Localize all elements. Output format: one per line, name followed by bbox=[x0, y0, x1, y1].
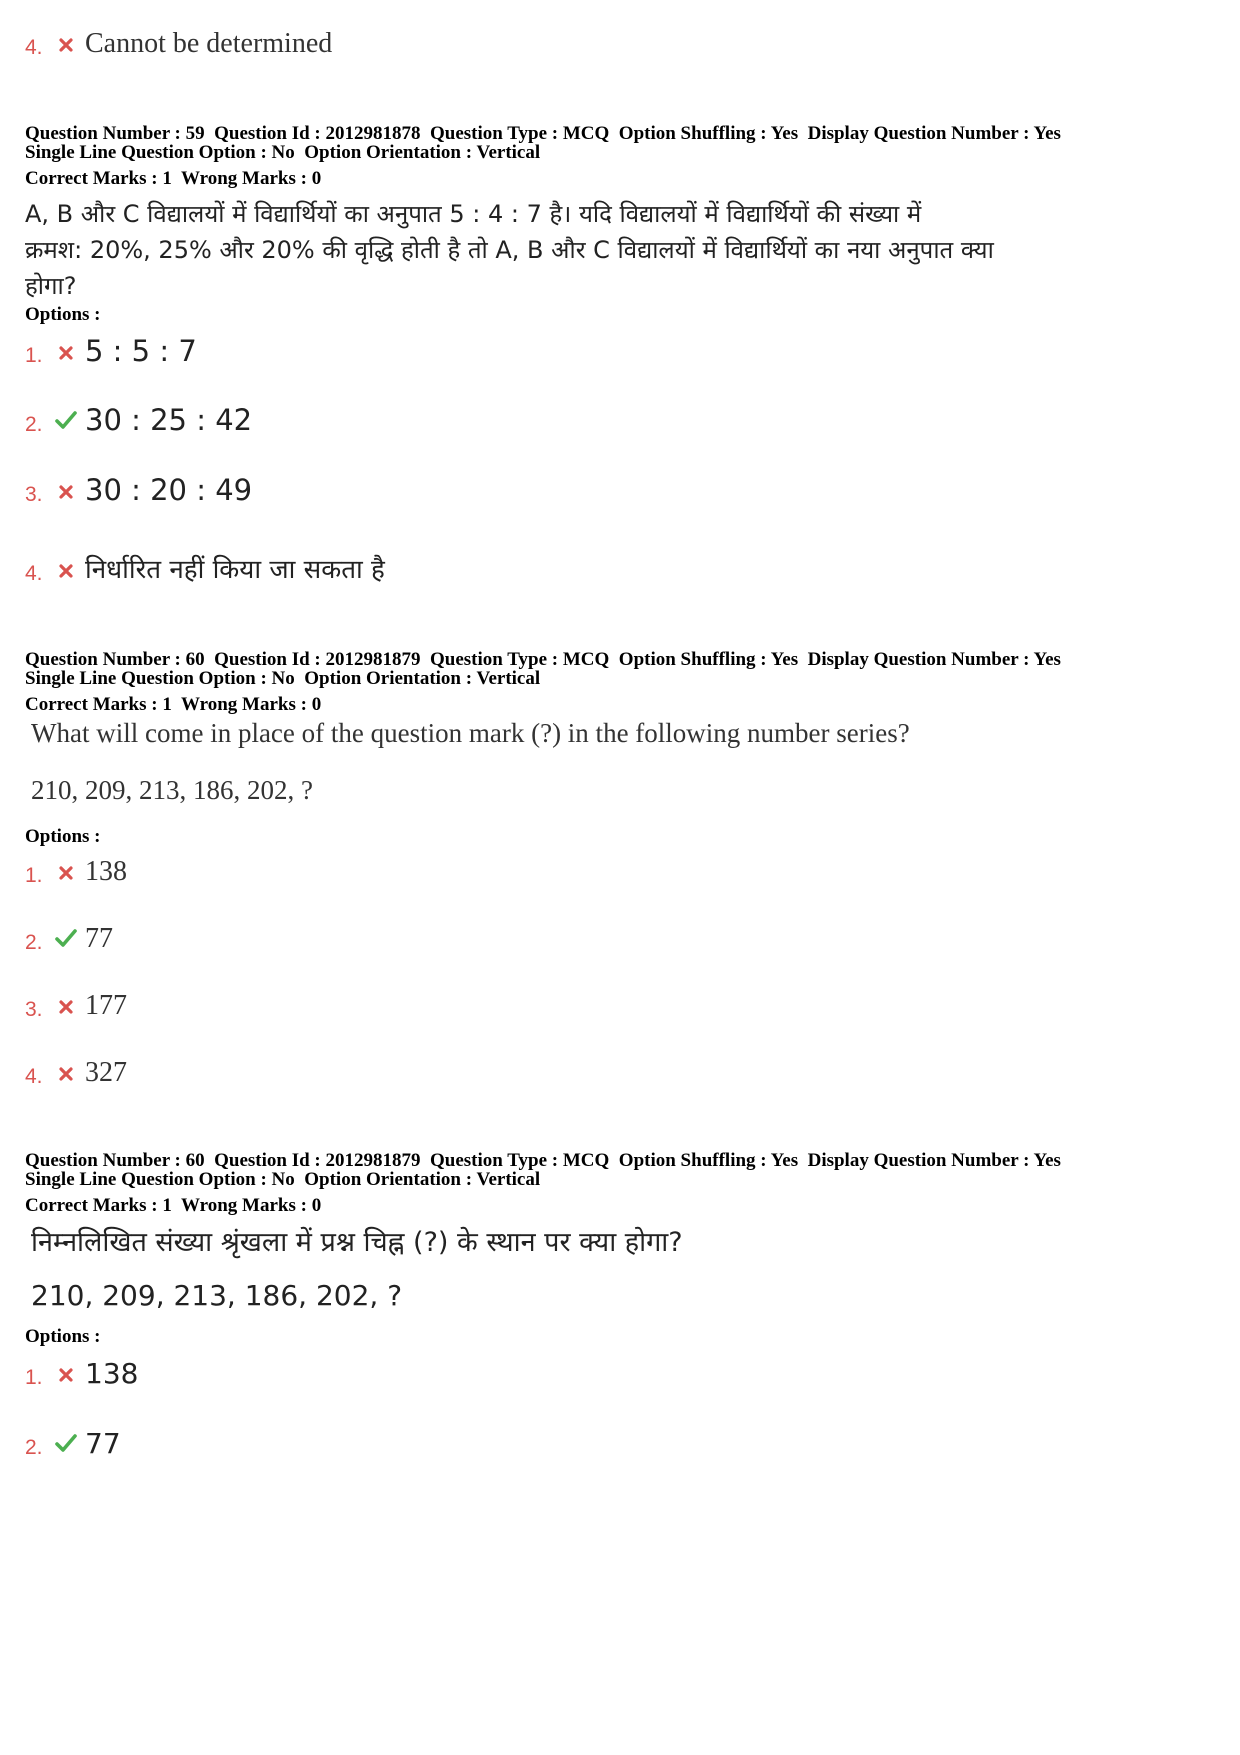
question-meta: Single Line Question Option : No Option Orientation : Vertical bbox=[25, 1169, 541, 1190]
question-text-line: A, B और C विद्यालयों में विद्यार्थियों का अनुपात 5 : 4 : 7 है। यदि विद्यालयों में विद्यार्थियों की संख्या में bbox=[25, 200, 922, 228]
option-row bbox=[25, 1420, 121, 1460]
options-label: Options : bbox=[25, 1326, 101, 1347]
question-marks: Correct Marks : 1 Wrong Marks : 0 bbox=[25, 1195, 322, 1216]
question-text bbox=[25, 196, 1215, 304]
option-row bbox=[25, 1350, 138, 1390]
question-marks: Correct Marks : 1 Wrong Marks : 0 bbox=[25, 694, 322, 715]
question-marks: Correct Marks : 1 Wrong Marks : 0 bbox=[25, 168, 322, 189]
option-text: Cannot be determined bbox=[85, 28, 333, 59]
option-text: निर्धारित नहीं किया जा सकता है bbox=[85, 555, 385, 585]
option-number: 3. bbox=[25, 483, 43, 506]
option-number: 1. bbox=[25, 1366, 43, 1389]
cross-icon bbox=[51, 1368, 81, 1382]
question-meta: Question Number : 59 Question Id : 2012981878 Question Type : MCQ Option Shuffling : Yes Display Question Number : Yes bbox=[25, 123, 1061, 144]
option-row bbox=[25, 467, 252, 507]
check-icon bbox=[51, 411, 81, 429]
cross-icon bbox=[51, 1000, 81, 1014]
option-number: 4. bbox=[25, 36, 43, 59]
check-icon bbox=[51, 929, 81, 947]
option-text: 77 bbox=[85, 1427, 121, 1460]
question-text-line: होगा? bbox=[25, 272, 77, 300]
option-number: 1. bbox=[25, 864, 43, 887]
option-row bbox=[25, 397, 252, 437]
option-row bbox=[25, 915, 113, 955]
options-label: Options : bbox=[25, 826, 101, 847]
option-row bbox=[25, 848, 127, 888]
option-number: 2. bbox=[25, 931, 43, 954]
option-row bbox=[25, 546, 385, 586]
option-number: 2. bbox=[25, 1436, 43, 1459]
question-text: निम्नलिखित संख्या श्रृंखला में प्रश्न चिह्न (?) के स्थान पर क्या होगा? bbox=[31, 1227, 683, 1258]
cross-icon bbox=[51, 564, 81, 578]
cross-icon bbox=[51, 866, 81, 880]
check-icon bbox=[51, 1434, 81, 1452]
option-number: 4. bbox=[25, 562, 43, 585]
option-text: 138 bbox=[85, 856, 127, 887]
option-text: 30 : 20 : 49 bbox=[85, 473, 253, 507]
option-number: 2. bbox=[25, 413, 43, 436]
question-meta: Single Line Question Option : No Option Orientation : Vertical bbox=[25, 668, 541, 689]
option-row bbox=[25, 20, 332, 60]
cross-icon bbox=[51, 38, 81, 52]
question-text: 210, 209, 213, 186, 202, ? bbox=[31, 775, 313, 805]
option-number: 4. bbox=[25, 1065, 43, 1088]
option-text: 138 bbox=[85, 1357, 139, 1390]
option-row bbox=[25, 1049, 127, 1089]
question-meta: Question Number : 60 Question Id : 2012981879 Question Type : MCQ Option Shuffling : Yes Display Question Number : Yes bbox=[25, 649, 1061, 670]
question-meta: Question Number : 60 Question Id : 2012981879 Question Type : MCQ Option Shuffling : Yes Display Question Number : Yes bbox=[25, 1150, 1061, 1171]
option-row bbox=[25, 982, 127, 1022]
options-label: Options : bbox=[25, 304, 101, 325]
option-number: 3. bbox=[25, 998, 43, 1021]
option-text: 327 bbox=[85, 1057, 127, 1088]
option-text: 177 bbox=[85, 990, 127, 1021]
option-text: 77 bbox=[85, 923, 113, 954]
cross-icon bbox=[51, 1067, 81, 1081]
question-text: What will come in place of the question mark (?) in the following number series? bbox=[31, 718, 910, 748]
question-text: 210, 209, 213, 186, 202, ? bbox=[31, 1279, 403, 1312]
question-text-line: क्रमश: 20%, 25% और 20% की वृद्धि होती है तो A, B और C विद्यालयों में विद्यार्थियों का नया अनुपात क्या bbox=[25, 236, 994, 264]
cross-icon bbox=[51, 346, 81, 360]
question-meta: Single Line Question Option : No Option Orientation : Vertical bbox=[25, 142, 541, 163]
cross-icon bbox=[51, 485, 81, 499]
option-row bbox=[25, 328, 197, 368]
option-number: 1. bbox=[25, 344, 43, 367]
option-text: 30 : 25 : 42 bbox=[85, 403, 253, 437]
option-text: 5 : 5 : 7 bbox=[85, 334, 197, 368]
